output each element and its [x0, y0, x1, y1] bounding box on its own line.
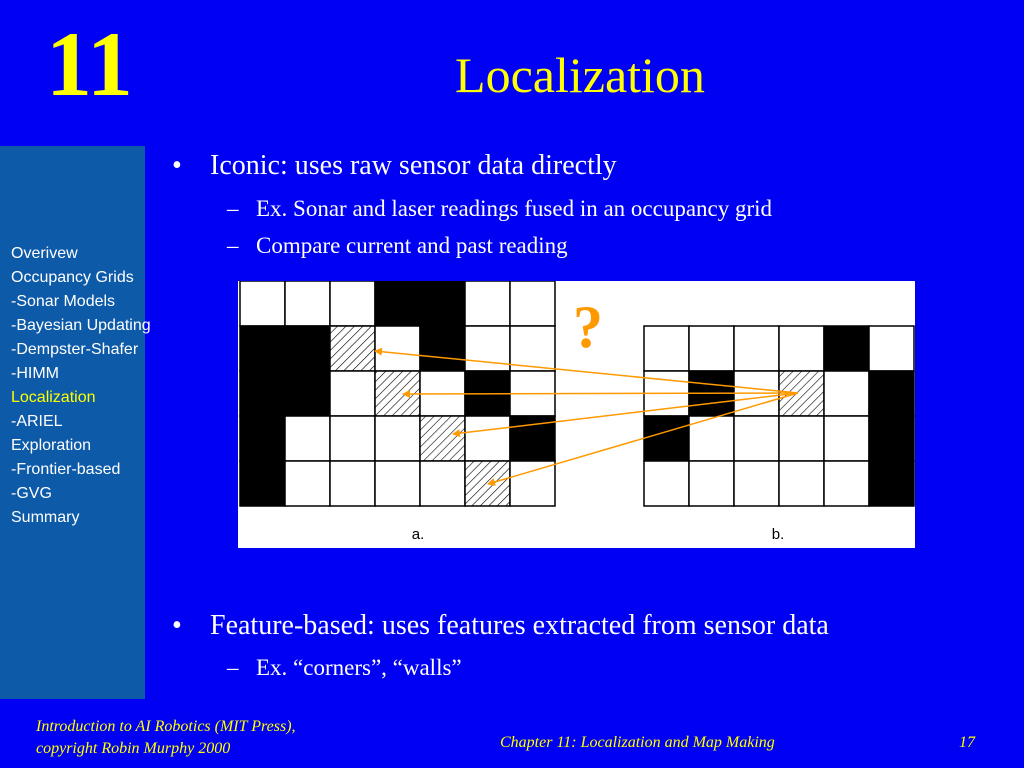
sidebar-outline	[11, 242, 151, 530]
dash-marker: –	[227, 655, 239, 680]
empty-cell	[510, 281, 555, 326]
sidebar-item-dempster-shafer: -Dempster-Shafer	[11, 341, 139, 358]
bullet-feature-based-text: Feature-based: uses features extracted from sensor data	[210, 610, 829, 641]
empty-cell	[330, 416, 375, 461]
empty-cell	[285, 461, 330, 506]
empty-cell	[375, 326, 420, 371]
sidebar-item-gvg: -GVG	[11, 485, 52, 502]
empty-cell	[510, 326, 555, 371]
empty-cell	[779, 326, 824, 371]
sidebar-item-occupancy-grids: Occupancy Grids	[11, 269, 134, 286]
occupied-cell	[420, 326, 465, 371]
sidebar-item-bayesian-updating: -Bayesian Updating	[11, 317, 151, 334]
bullet-marker: •	[172, 610, 182, 641]
empty-cell	[375, 461, 420, 506]
occupied-cell	[644, 416, 689, 461]
empty-cell	[734, 326, 779, 371]
empty-cell	[734, 416, 779, 461]
empty-cell	[734, 461, 779, 506]
dash-marker: –	[227, 196, 239, 221]
sub-bullet-corners-walls-text: Ex. “corners”, “walls”	[256, 655, 462, 680]
footer-copyright-line2: copyright Robin Murphy 2000	[36, 740, 231, 757]
empty-cell	[824, 461, 869, 506]
empty-cell	[824, 416, 869, 461]
occupied-cell	[240, 371, 285, 416]
empty-cell	[644, 461, 689, 506]
footer-page-number: 17	[959, 734, 975, 751]
empty-cell	[465, 416, 510, 461]
occupied-cell	[285, 371, 330, 416]
hatched-cell	[420, 416, 465, 461]
occupied-cell	[869, 371, 914, 416]
empty-cell	[689, 326, 734, 371]
empty-cell	[240, 281, 285, 326]
grid-b	[644, 326, 914, 506]
slide-title: Localization	[455, 47, 705, 103]
sidebar-item-overivew: Overivew	[11, 245, 78, 262]
question-mark: ?	[573, 294, 603, 360]
grid-b-label: b.	[771, 526, 785, 543]
empty-cell	[510, 461, 555, 506]
occupied-cell	[869, 416, 914, 461]
bullet-marker: •	[172, 150, 182, 181]
sub-bullet-compare-text: Compare current and past reading	[256, 233, 568, 258]
occupied-cell	[285, 326, 330, 371]
occupied-cell	[240, 461, 285, 506]
occupied-cell	[824, 326, 869, 371]
empty-cell	[689, 461, 734, 506]
sub-bullet-sonar-laser-text: Ex. Sonar and laser readings fused in an occupancy grid	[256, 196, 773, 221]
empty-cell	[824, 371, 869, 416]
empty-cell	[644, 326, 689, 371]
sidebar-item-localization: Localization	[11, 389, 96, 406]
hatched-cell	[330, 326, 375, 371]
empty-cell	[375, 416, 420, 461]
empty-cell	[285, 416, 330, 461]
empty-cell	[330, 461, 375, 506]
hatched-cell	[465, 461, 510, 506]
empty-cell	[420, 461, 465, 506]
match-arrow	[403, 393, 798, 394]
chapter-number: 11	[46, 13, 133, 115]
sidebar-item-summary: Summary	[11, 509, 80, 526]
sidebar-item-exploration: Exploration	[11, 437, 92, 454]
sidebar-item-himm: -HIMM	[11, 365, 59, 382]
occupied-cell	[375, 281, 420, 326]
empty-cell	[285, 281, 330, 326]
sidebar	[0, 146, 151, 699]
grid-a-label: a.	[411, 526, 425, 543]
sidebar-item-sonar-models: -Sonar Models	[11, 293, 116, 310]
occupied-cell	[869, 461, 914, 506]
occupied-cell	[240, 326, 285, 371]
occupied-cell	[240, 416, 285, 461]
bullet-iconic-text: Iconic: uses raw sensor data directly	[210, 150, 617, 181]
occupied-cell	[420, 281, 465, 326]
footer-chapter: Chapter 11: Localization and Map Making	[500, 734, 775, 751]
dash-marker: –	[227, 233, 239, 258]
sidebar-item-frontier-based: -Frontier-based	[11, 461, 121, 478]
empty-cell	[869, 326, 914, 371]
footer-copyright	[36, 716, 296, 760]
empty-cell	[465, 281, 510, 326]
empty-cell	[330, 371, 375, 416]
sidebar-item-ariel: -ARIEL	[11, 413, 63, 430]
footer-copyright-line1: Introduction to AI Robotics (MIT Press),	[36, 718, 296, 735]
empty-cell	[330, 281, 375, 326]
empty-cell	[779, 416, 824, 461]
empty-cell	[779, 461, 824, 506]
